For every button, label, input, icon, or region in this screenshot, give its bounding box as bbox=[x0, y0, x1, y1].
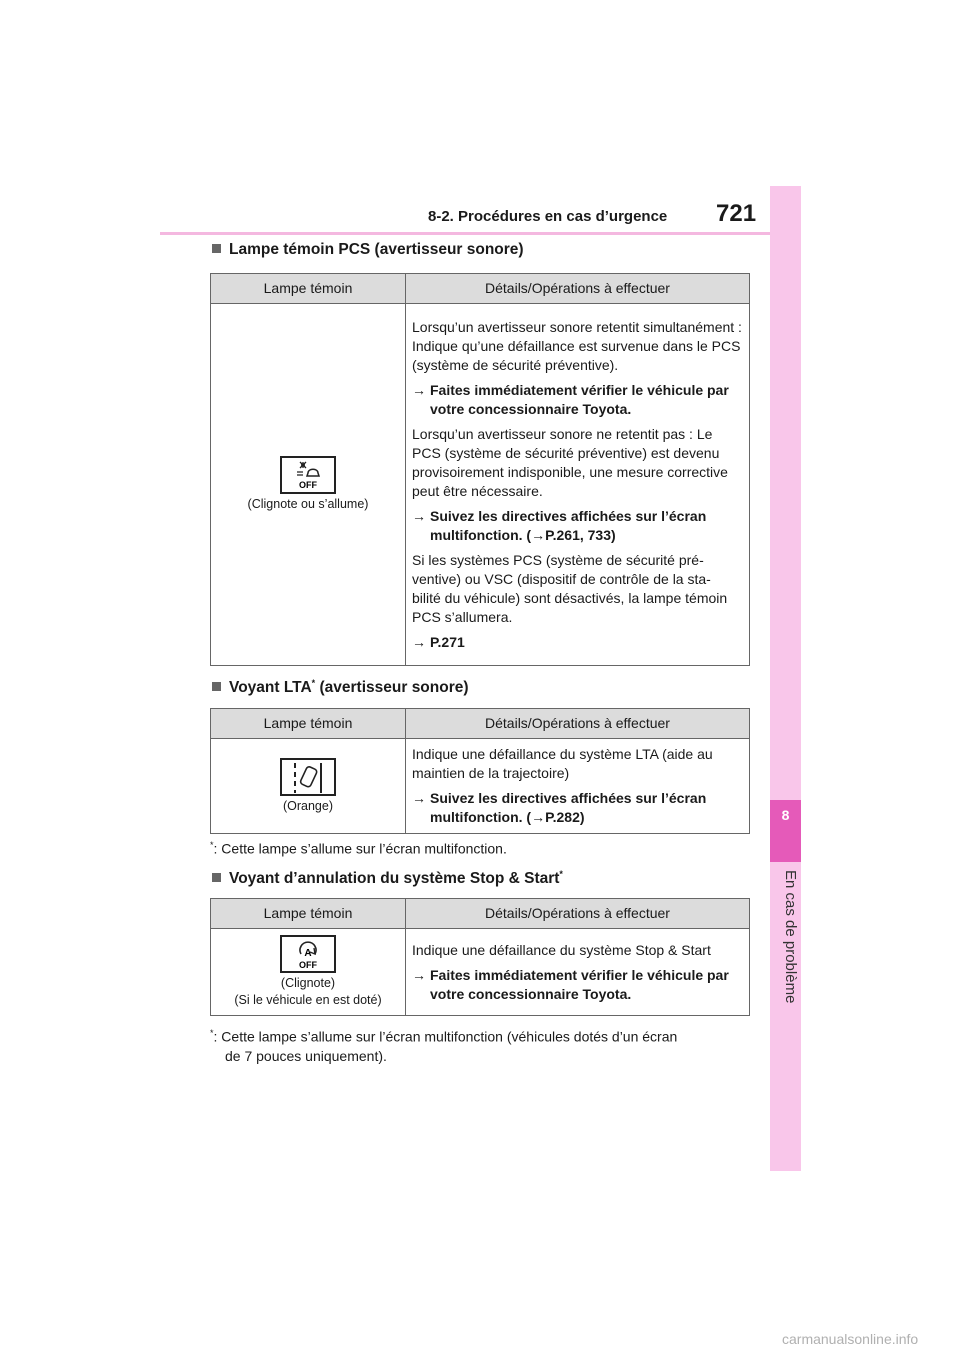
footnote-stop-start: *: Cette lampe s’allume sur l’écran multifonction (véhicules dotés d’un écran de 7 pouces uniquement). bbox=[210, 1028, 678, 1064]
off-label: OFF bbox=[299, 960, 317, 970]
bullet-square-icon bbox=[212, 873, 221, 882]
column-header-lamp: Lampe témoin bbox=[211, 274, 406, 304]
off-label: OFF bbox=[299, 480, 317, 490]
chapter-number: 8 bbox=[770, 800, 801, 862]
detail-paragraph: Lorsqu’un avertisseur sonore ne retentit pas : Le PCS (système de sécurité préventive) est devenu provisoirement indisponible, une mesure corrective peut être nécessaire. bbox=[412, 425, 728, 499]
watermark: carmanualsonline.info bbox=[782, 1331, 919, 1347]
detail-paragraph: Indique une défaillance du système LTA (aide au maintien de la trajectoire) bbox=[412, 746, 713, 781]
arrow-icon: → bbox=[412, 790, 426, 806]
header-rule bbox=[160, 232, 770, 235]
action-item: → Suivez les directives affichées sur l’écran multifonction. (→P.282) bbox=[412, 790, 707, 825]
action-item: → Suivez les directives affichées sur l’écran multifonction. (→P.261, 733) bbox=[412, 507, 707, 543]
arrow-icon: → bbox=[412, 966, 426, 983]
icon-caption: (Orange) bbox=[282, 798, 334, 813]
chapter-title: En cas de problème bbox=[782, 870, 799, 1004]
arrow-icon: → bbox=[412, 507, 426, 524]
column-header-details: Détails/Opérations à effectuer bbox=[406, 274, 750, 304]
detail-paragraph: Indique une défaillance du système Stop & Start bbox=[412, 941, 711, 958]
column-header-lamp: Lampe témoin bbox=[211, 709, 406, 739]
action-item: → Faites immédiatement vérifier le véhicule par votre concessionnaire Toyota. bbox=[412, 381, 729, 417]
bullet-square-icon bbox=[212, 682, 221, 691]
action-item: → P.271 bbox=[412, 633, 465, 650]
arrow-icon: → bbox=[412, 633, 426, 650]
page-number: 721 bbox=[716, 200, 757, 227]
section-heading-lta: Voyant LTA* (avertisseur sonore) bbox=[212, 678, 469, 697]
lta-lane-icon bbox=[280, 758, 336, 796]
stop-start-table bbox=[210, 898, 750, 1016]
stop-start-details-cell bbox=[406, 929, 750, 1016]
detail-paragraph: Si les systèmes PCS (système de sécurité pré- ventive) ou VSC (dispositif de contrôle de la sta- bilité du véhicule) sont désactivés, la lampe témoin PCS s’allumera. bbox=[412, 551, 728, 625]
stop-start-off-icon bbox=[280, 935, 336, 973]
svg-text:A: A bbox=[304, 948, 312, 959]
stop-start-icon-cell bbox=[211, 929, 406, 1016]
arrow-icon: → bbox=[412, 381, 426, 398]
pcs-warning-icon bbox=[280, 456, 336, 494]
icon-caption: (Clignote) bbox=[280, 976, 336, 990]
column-header-details: Détails/Opérations à effectuer bbox=[406, 899, 750, 929]
action-item: → Faites immédiatement vérifier le véhicule par votre concessionnaire Toyota. bbox=[412, 966, 729, 1002]
bullet-square-icon bbox=[212, 244, 221, 253]
section-title: 8-2. Procédures en cas d’urgence bbox=[428, 208, 668, 225]
column-header-lamp: Lampe témoin bbox=[211, 899, 406, 929]
section-heading-stop-start: Voyant d’annulation du système Stop & Start* bbox=[212, 869, 563, 888]
footnote-lta: *: Cette lampe s’allume sur l’écran multifonction. bbox=[210, 840, 507, 857]
lta-icon-cell bbox=[211, 739, 406, 834]
pcs-details-cell bbox=[406, 304, 750, 666]
section-heading-pcs: Lampe témoin PCS (avertisseur sonore) bbox=[212, 241, 524, 259]
pcs-icon-cell bbox=[211, 304, 406, 666]
detail-paragraph: Lorsqu’un avertisseur sonore retentit simultanément : Indique qu’une défaillance est survenue dans le PCS (système de sécurité préventive). bbox=[412, 318, 742, 373]
lta-table bbox=[210, 708, 750, 834]
column-header-details: Détails/Opérations à effectuer bbox=[406, 709, 750, 739]
pcs-table bbox=[210, 273, 750, 666]
lta-details-cell bbox=[406, 739, 750, 834]
icon-caption: (Clignote ou s’allume) bbox=[247, 497, 369, 511]
icon-caption: (Si le véhicule en est doté) bbox=[234, 993, 382, 1007]
